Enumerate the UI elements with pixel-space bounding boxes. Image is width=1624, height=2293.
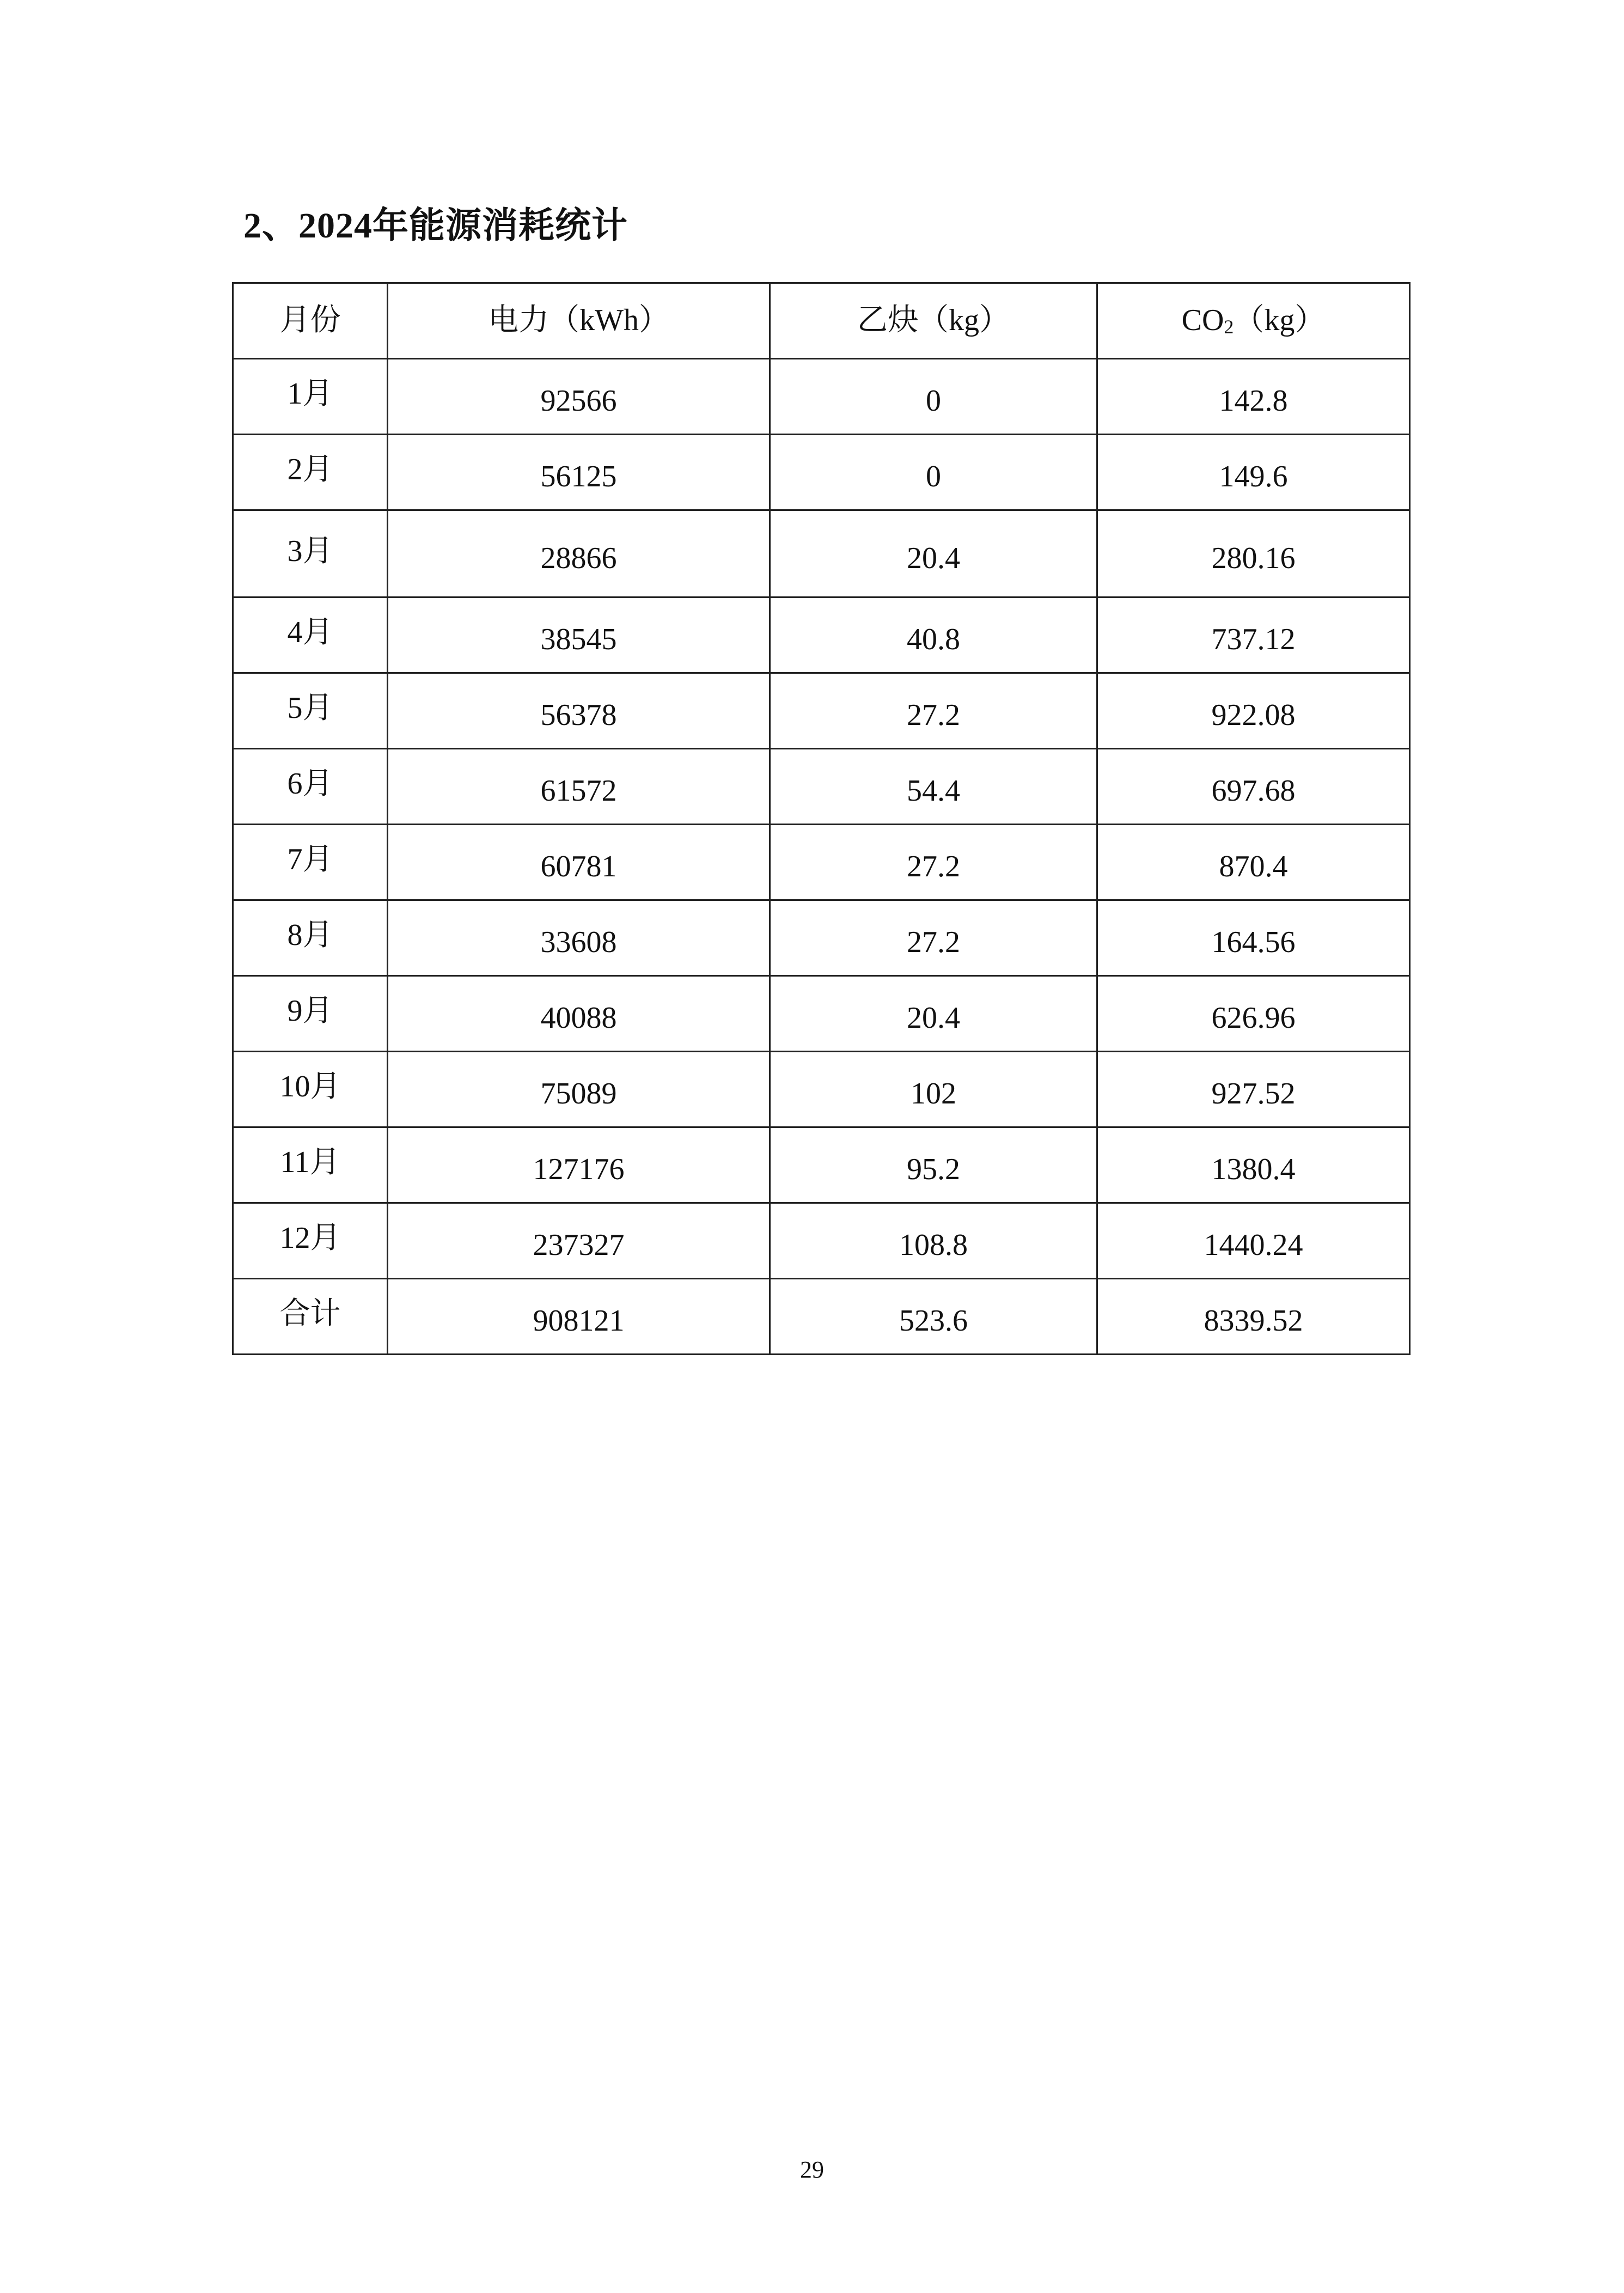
acetylene-cell: 102 [770,1052,1097,1127]
acetylene-cell: 20.4 [770,976,1097,1052]
acetylene-cell: 0 [770,359,1097,435]
section-heading: 2、2024年能源消耗统计 [243,206,628,246]
electricity-cell: 38545 [388,597,770,673]
month-cell: 12月 [233,1203,388,1279]
table-total-row [233,1279,1410,1355]
total-co2-cell: 8339.52 [1097,1279,1410,1355]
electricity-cell: 92566 [388,359,770,435]
total-acetylene-cell: 523.6 [770,1279,1097,1355]
electricity-cell: 75089 [388,1052,770,1127]
total-label-cell: 合计 [233,1279,388,1355]
acetylene-cell: 40.8 [770,597,1097,673]
month-cell: 8月 [233,900,388,976]
month-cell: 6月 [233,749,388,825]
electricity-cell: 61572 [388,749,770,825]
header-acetylene: 乙炔（kg） [770,283,1097,359]
table-row [233,825,1410,900]
electricity-cell: 237327 [388,1203,770,1279]
table-row [233,1127,1410,1203]
table-header-row [233,283,1410,359]
header-co2 [1097,283,1410,359]
electricity-cell: 40088 [388,976,770,1052]
co2-cell: 922.08 [1097,673,1410,749]
electricity-cell: 56378 [388,673,770,749]
total-electricity-cell: 908121 [388,1279,770,1355]
acetylene-cell: 95.2 [770,1127,1097,1203]
header-month: 月份 [233,283,388,359]
month-cell: 7月 [233,825,388,900]
month-cell: 3月 [233,510,388,597]
month-cell: 5月 [233,673,388,749]
table-row [233,976,1410,1052]
co2-cell: 927.52 [1097,1052,1410,1127]
table-row [233,359,1410,435]
acetylene-cell: 27.2 [770,900,1097,976]
co2-cell: 142.8 [1097,359,1410,435]
energy-consumption-table [232,282,1411,1355]
co2-cell: 697.68 [1097,749,1410,825]
electricity-cell: 60781 [388,825,770,900]
co2-cell: 149.6 [1097,435,1410,510]
table-row [233,673,1410,749]
month-cell: 2月 [233,435,388,510]
co2-cell: 626.96 [1097,976,1410,1052]
page-number: 29 [800,2156,824,2183]
table-row [233,749,1410,825]
acetylene-cell: 54.4 [770,749,1097,825]
header-co2-prefix: CO [1181,303,1224,337]
table-row [233,900,1410,976]
month-cell: 10月 [233,1052,388,1127]
table-row [233,597,1410,673]
co2-cell: 280.16 [1097,510,1410,597]
header-co2-subscript: 2 [1224,316,1234,338]
acetylene-cell: 20.4 [770,510,1097,597]
co2-cell: 1380.4 [1097,1127,1410,1203]
month-cell: 1月 [233,359,388,435]
month-cell: 11月 [233,1127,388,1203]
acetylene-cell: 27.2 [770,673,1097,749]
table-row [233,435,1410,510]
co2-cell: 164.56 [1097,900,1410,976]
table-row [233,1052,1410,1127]
electricity-cell: 127176 [388,1127,770,1203]
acetylene-cell: 0 [770,435,1097,510]
co2-cell: 737.12 [1097,597,1410,673]
electricity-cell: 56125 [388,435,770,510]
header-co2-suffix: （kg） [1234,303,1326,337]
co2-cell: 870.4 [1097,825,1410,900]
month-cell: 9月 [233,976,388,1052]
acetylene-cell: 27.2 [770,825,1097,900]
acetylene-cell: 108.8 [770,1203,1097,1279]
table-row [233,510,1410,597]
table-row [233,1203,1410,1279]
co2-cell: 1440.24 [1097,1203,1410,1279]
month-cell: 4月 [233,597,388,673]
electricity-cell: 28866 [388,510,770,597]
header-electricity: 电力（kWh） [388,283,770,359]
electricity-cell: 33608 [388,900,770,976]
